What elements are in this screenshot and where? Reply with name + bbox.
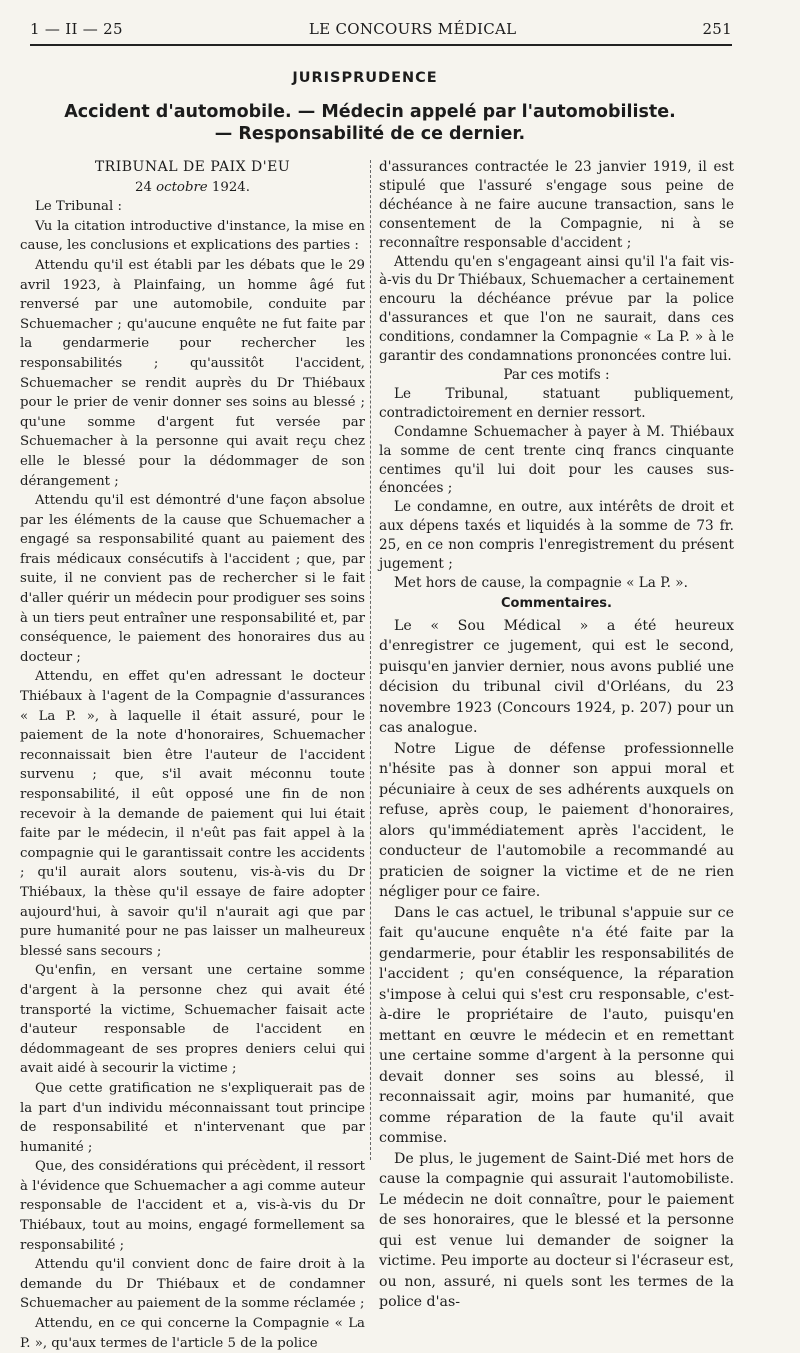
running-header: [30, 16, 732, 42]
paragraph: Que, des considérations qui précèdent, il ressort à l'évidence que Schuemacher a agi comme auteur responsable de l'accident et a, vis-à-vis du Dr Thiébaux, tout au moins, engagé formellement sa responsabilité ;: [20, 1159, 365, 1253]
page-number: 251: [702, 20, 732, 38]
paragraph: Vu la citation introductive d'instance, la mise en cause, les conclusions et explications des parties :: [20, 218, 365, 254]
paragraph: Attendu, en effet qu'en adressant le docteur Thiébaux à l'agent de la Compagnie d'assurances « La P. », à laquelle il était assuré, pour le paiement de la note d'honoraires, Schuemacher reconnaissait bien être l'auteur de l'accident survenu ; que, s'il avait méconnu toute responsabilité, il eût opposé une fin de non recevoir à la demande de paiement qui lui était faite par le médecin, il n'eût pas fait appel à la compagnie qui le garantissait contre les accidents ; qu'il aurait alors soutenu, vis-à-vis du Dr Thiébaux, la thèse qu'il essaye de faire adopter aujourd'hui, à savoir qu'il n'aurait agi que par pure humanité pour ne pas laisser un malheureux blessé sans secours ;: [20, 669, 365, 959]
paragraph: Attendu qu'il est démontré d'une façon absolue par les éléments de la cause que Schuemacher a engagé sa responsabilité quant au paiement des frais médicaux consécutifs à l'accident ; que, par suite, il ne convient pas de rechercher si le fait d'aller quérir un médecin pour prodiguer ses soins à un tiers peut entraîner une responsabilité et, par conséquence, le paiement des honoraires dus au docteur ;: [20, 493, 365, 665]
paragraph: Attendu qu'il convient donc de faire droit à la demande du Dr Thiébaux et de condamner Schuemacher au paiement de la somme réclamée ;: [20, 1257, 365, 1312]
paragraph: Que cette gratification ne s'expliquerait pas de la part d'un individu méconnaissant tout principe de responsabilité et n'intervenant que par humanité ;: [20, 1080, 365, 1155]
paragraph: Met hors de cause, la compagnie « La P. ».: [394, 574, 688, 591]
paragraph: Le Tribunal, statuant publiquement, contradictoirement en dernier ressort.: [379, 385, 734, 421]
paragraph: Attendu, en ce qui concerne la Compagnie « La P. », qu'aux termes de l'article 5 de la police: [20, 1316, 365, 1351]
issue-number: 1 — II — 25: [30, 20, 123, 38]
headline-line-2: — Responsabilité de ce dernier.: [214, 124, 526, 144]
paragraph: Attendu qu'en s'engageant ainsi qu'il l'a fait vis-à-vis du Dr Thiébaux, Schuemacher a certainement encouru la déchéance prévue par la police d'assurances et que l'on ne saurait, dans ces conditions, condamner la Compagnie « La P. » à le garantir des condamnations prononcées contre lui.: [379, 253, 734, 365]
comment-paragraph: Notre Ligue de défense professionnelle n'hésite pas à donner son appui moral et pécuniaire à ceux de ses adhérents auxquels on refuse, après coup, le paiement d'honoraires, alors qu'immédiatement après l'accident, le conducteur de l'automobile a recommandé au praticien de soigner la victime et de ne rien négliger pour ce faire.: [379, 740, 734, 901]
court-name: TRIBUNAL DE PAIX D'EU: [94, 159, 291, 175]
comments-block: [379, 616, 734, 1313]
headline-line-1: Accident d'automobile. — Médecin appelé par l'automobiliste.: [64, 102, 676, 122]
comments-heading: Commentaires.: [501, 595, 612, 611]
left-column: [20, 158, 365, 1353]
paragraph: Le condamne, en outre, aux intérêts de droit et aux dépens taxés et liquidés à la somme de 73 fr. 25, en ce non compris l'enregistrement du présent jugement ;: [379, 499, 734, 573]
judgment-date: [20, 178, 365, 198]
date-year: 1924.: [211, 179, 250, 195]
paragraph: Le Tribunal :: [35, 199, 122, 215]
article-headline: [60, 101, 680, 145]
paragraph: d'assurances contractée le 23 janvier 1919, il est stipulé que l'assuré s'engage sous peine de déchéance à ne faire aucune transaction, sans le consentement de la Compagnie, ni à se reconnaître responsable d'accident ;: [379, 159, 734, 251]
date-day: 24: [134, 179, 152, 195]
paragraph: Condamne Schuemacher à payer à M. Thiébaux la somme de cent trente cinq francs cinquante centimes qu'il lui doit pour les causes sus-énoncées ;: [379, 423, 734, 497]
journal-title: LE CONCOURS MÉDICAL: [308, 20, 517, 38]
comment-paragraph: Le « Sou Médical » a été heureux d'enregistrer ce jugement, qui est le second, puisqu'en janvier dernier, nous avons publié une décision du tribunal civil d'Orléans, du 23 novembre 1923 (Concours 1924, p. 207) pour un cas analogue.: [379, 617, 734, 737]
header-rule: [30, 44, 732, 46]
motifs-heading: Par ces motifs :: [503, 366, 610, 383]
comment-paragraph: Dans le cas actuel, le tribunal s'appuie sur ce fait qu'aucune enquête n'a été faite par la gendarmerie, pour établir les responsabilités de l'accident ; qu'en conséquence, la réparation s'impose à celui qui s'est cru responsable, c'est-à-dire le propriétaire de l'auto, puisqu'en mettant en œuvre le médecin et en remettant une certaine somme d'argent à la personne qui devait donner ses soins au blessé, il reconnaissait agir, moins par humanité, que comme réparation de la faute qu'il avait commise.: [379, 904, 734, 1147]
right-column: [379, 158, 734, 1313]
comment-paragraph: De plus, le jugement de Saint-Dié met hors de cause la compagnie qui assurait l'automobiliste. Le médecin ne doit connaître, pour le paiement de ses honoraires, que le blessé et la personne qui est venue lui demander de soigner la victime. Peu importe au docteur si l'écraseur est, ou non, assuré, ni quels sont les termes de la police d'as-: [379, 1150, 734, 1311]
paragraph: Qu'enfin, en versant une certaine somme d'argent à la personne chez qui avait été transporté la victime, Schuemacher faisait acte d'auteur responsable de l'accident en dédommageant de ses propres deniers celui qui avait aidé à secourir la victime ;: [20, 963, 365, 1077]
date-month: octobre: [156, 179, 208, 195]
column-divider: [370, 160, 372, 1160]
section-title: JURISPRUDENCE: [292, 70, 438, 86]
paragraph: Attendu qu'il est établi par les débats que le 29 avril 1923, à Plainfaing, un homme âgé fut renversé par une automobile, conduite par Schuemacher ; qu'aucune enquête ne fut faite par la gendarmerie pour rechercher les responsabilités ; qu'aussitôt l'accident, Schuemacher se rendit auprès du Dr Thiébaux pour le prier de venir donner ses soins au blessé ; qu'une somme d'argent fut versée par Schuemacher à la personne qui avait reçu chez elle le blessé pour la dédommager de son dérangement ;: [20, 257, 365, 489]
